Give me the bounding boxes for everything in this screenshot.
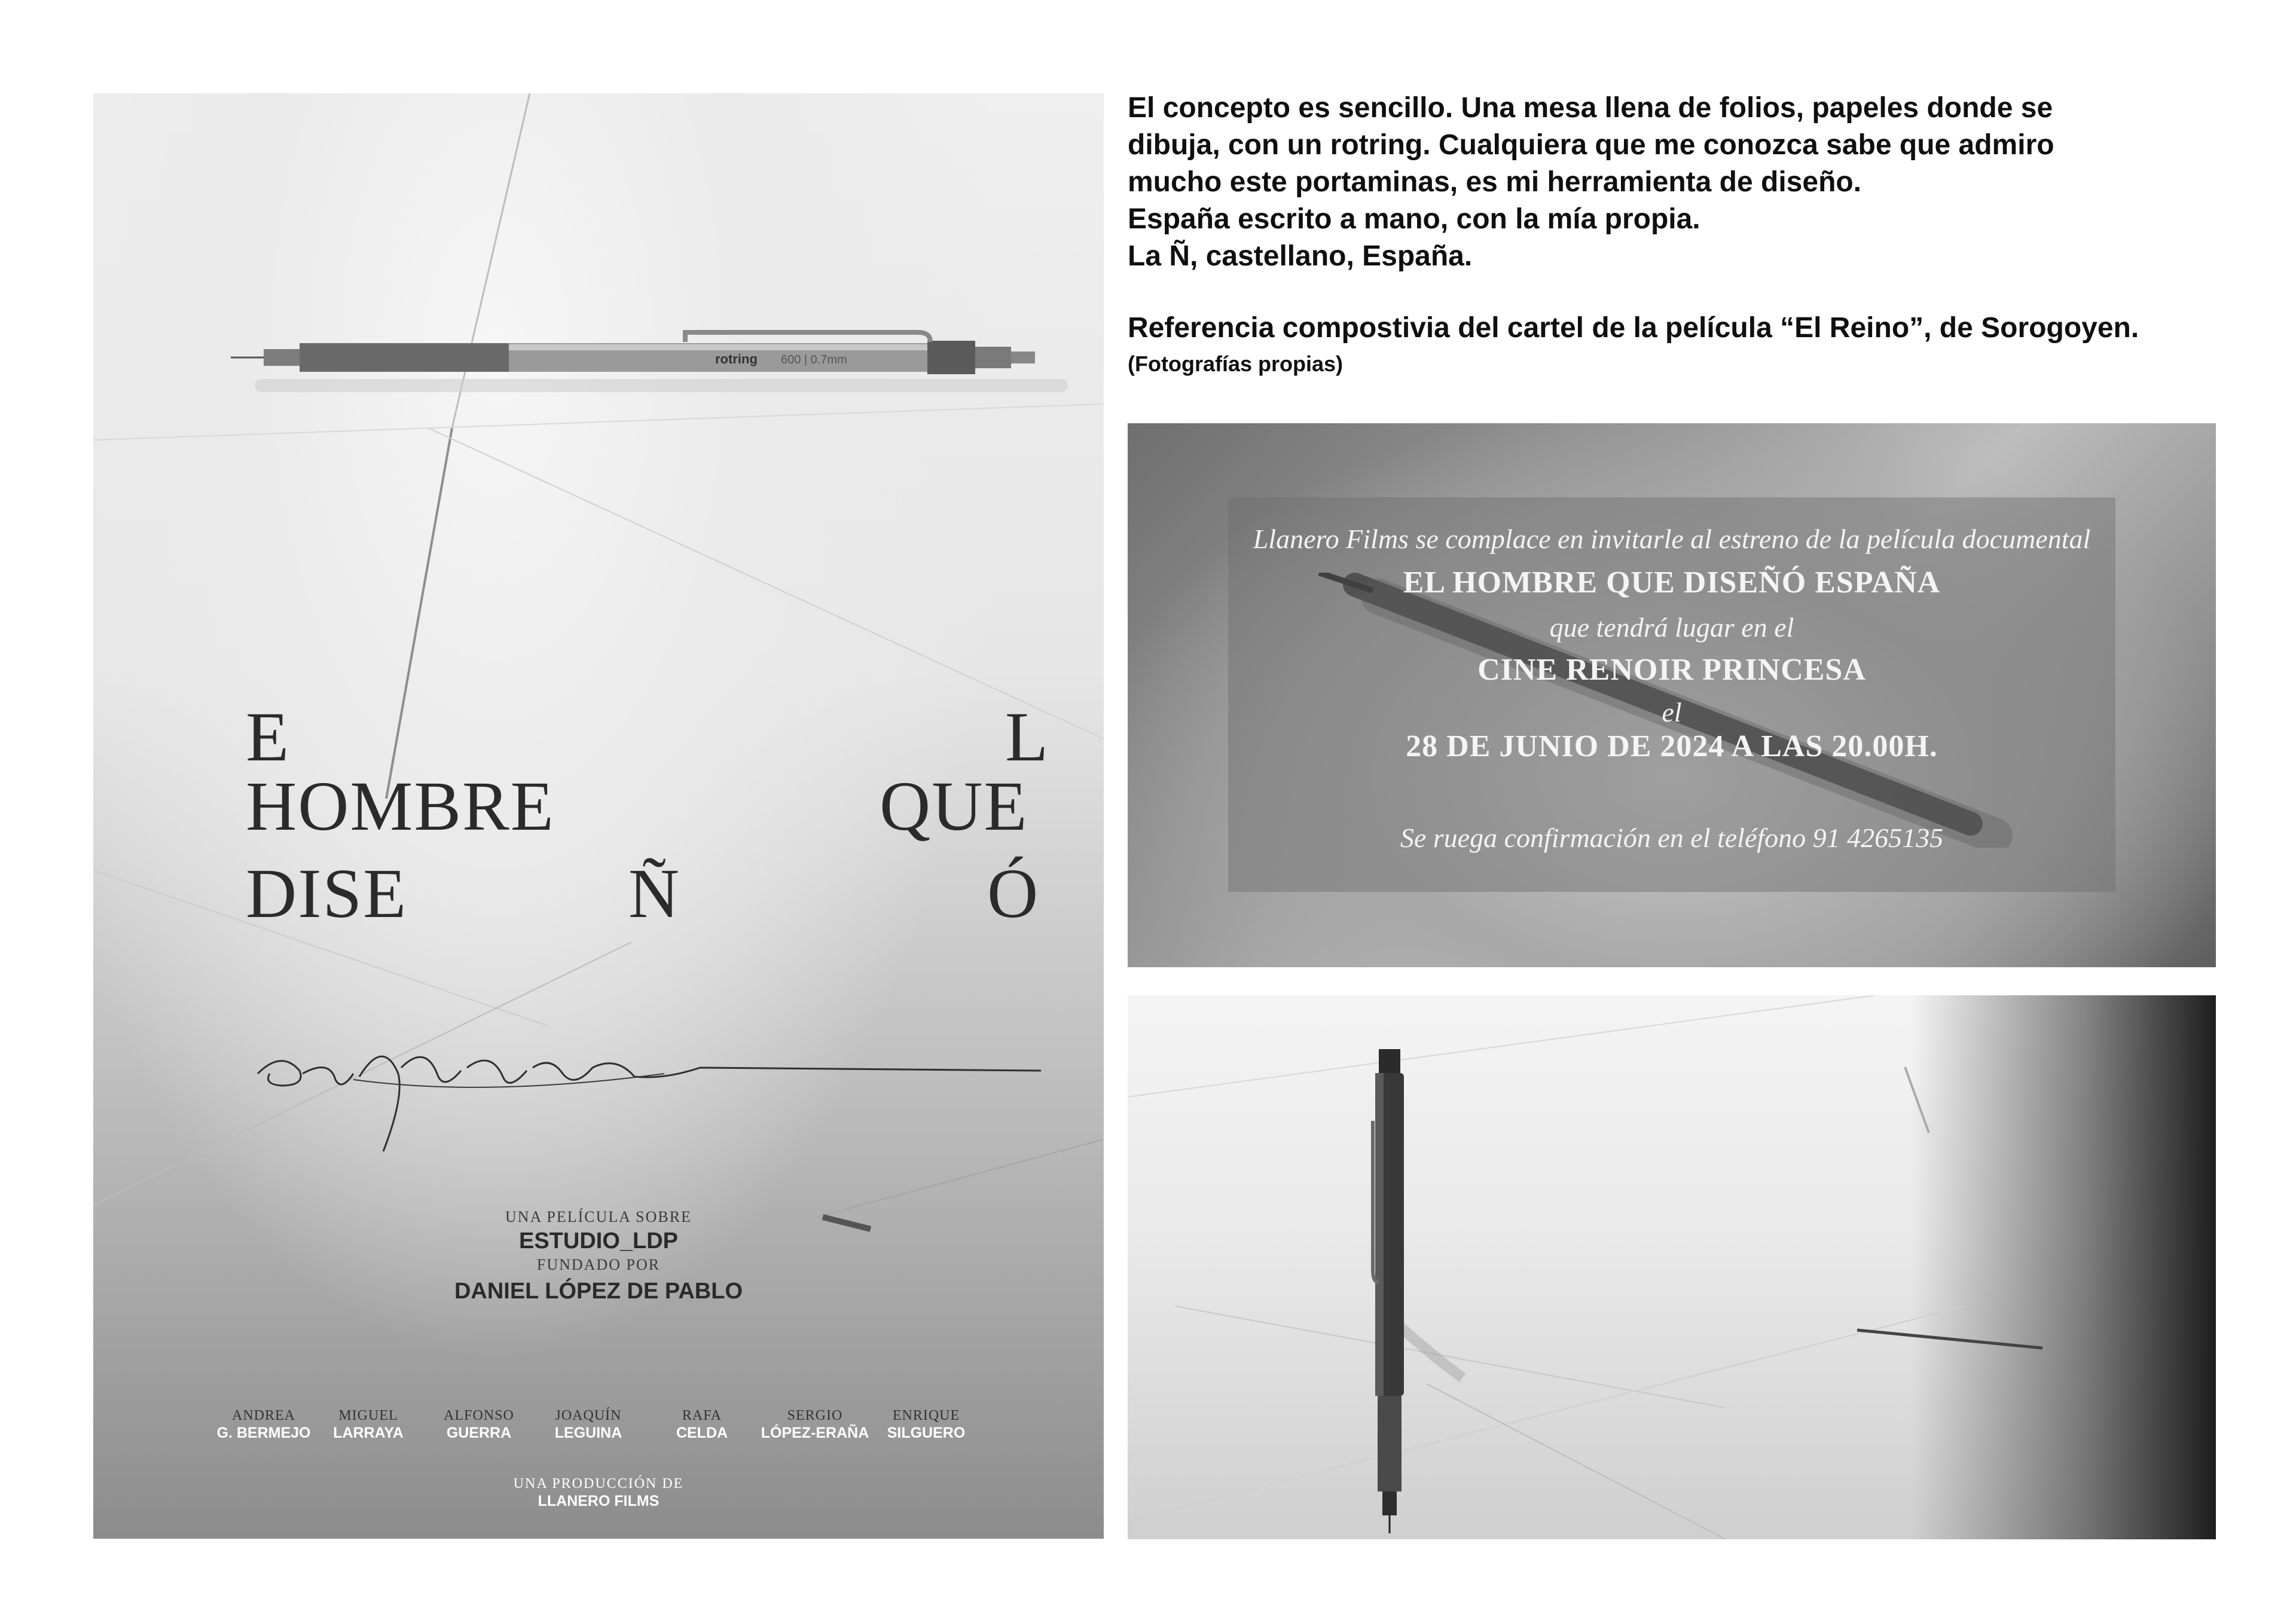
concept-description xyxy=(1128,90,2252,379)
cast-last-name: LARRAYA xyxy=(333,1425,404,1441)
film-intro: UNA PELÍCULA SOBRE xyxy=(505,1208,692,1225)
producer-name: LLANERO FILMS xyxy=(538,1493,660,1509)
film-credits xyxy=(93,1205,1104,1303)
cast-first-name: RAFA xyxy=(682,1408,722,1423)
invite-film-title: EL HOMBRE QUE DISEÑÓ ESPAÑA xyxy=(1403,566,1941,600)
cast-first-name: ALFONSO xyxy=(444,1408,514,1423)
cast-first-name: ANDREA xyxy=(232,1408,295,1423)
title-word-hombre: HOMBRE xyxy=(246,767,555,845)
reference-note: Referencia compostivia del cartel de la película “El Reino”, de Sorogoyen. xyxy=(1128,312,2139,344)
description-line: España escrito a mano, con la mía propia. xyxy=(1128,203,1700,235)
pen-photo xyxy=(1128,995,2216,1539)
invite-date: 28 DE JUNIO DE 2024 A LAS 20.00H. xyxy=(1406,729,1938,763)
cast-member xyxy=(639,1407,765,1442)
espana-handwritten-signature xyxy=(246,1002,1059,1175)
production-intro: UNA PRODUCCIÓN DE xyxy=(513,1476,684,1491)
founder-name: DANIEL LÓPEZ DE PABLO xyxy=(454,1279,743,1304)
cast-last-name: SILGUERO xyxy=(887,1425,966,1441)
title-letter-enye: Ñ xyxy=(628,854,681,933)
photo-credit-note: (Fotografías propias) xyxy=(1128,352,1344,376)
cast-last-name: GUERRA xyxy=(446,1425,512,1441)
title-letter-l: L xyxy=(1005,698,1050,776)
invite-rsvp: Se ruega confirmación en el teléfono 91 4265135 xyxy=(1400,823,1944,853)
description-line: La Ñ, castellano, España. xyxy=(1128,240,1473,272)
title-word-dise: DISE xyxy=(246,854,408,933)
cast-member xyxy=(306,1407,431,1442)
invite-venue-intro: que tendrá lugar en el xyxy=(1549,612,1794,643)
cast-first-name: SERGIO xyxy=(787,1408,843,1423)
invite-intro: Llanero Films se complace en invitarle al estreno de la película documental xyxy=(1253,524,2091,554)
studio-name: ESTUDIO_LDP xyxy=(518,1228,679,1254)
cast-member xyxy=(752,1407,878,1442)
production-credit xyxy=(93,1475,1104,1510)
rotring-pen-image xyxy=(231,308,1086,398)
cast-list xyxy=(201,1407,990,1449)
description-line: dibuja, con un rotring. Cualquiera que me conozca sabe que admiro xyxy=(1128,129,2054,161)
cast-last-name: LEGUINA xyxy=(554,1425,622,1441)
pen-brand-text: rotring xyxy=(715,352,758,366)
film-poster xyxy=(93,93,1104,1539)
invitation-card xyxy=(1128,423,2216,967)
vertical-pen-image xyxy=(1128,995,2216,1539)
description-line: mucho este portaminas, es mi herramienta de diseño. xyxy=(1128,166,1862,198)
invitation-text-box xyxy=(1228,497,2115,892)
invite-venue: CINE RENOIR PRINCESA xyxy=(1477,653,1866,687)
cast-first-name: MIGUEL xyxy=(338,1408,398,1423)
cast-first-name: JOAQUÍN xyxy=(555,1408,622,1423)
invite-date-intro: el xyxy=(1662,697,1682,728)
title-letter-o: Ó xyxy=(987,854,1040,933)
pen-model-text: 600 | 0.7mm xyxy=(781,353,847,366)
description-line: El concepto es sencillo. Una mesa llena de folios, papeles donde se xyxy=(1128,92,2053,124)
title-word-que: QUE xyxy=(880,767,1028,845)
title-letter-e: E xyxy=(246,698,291,776)
cast-member xyxy=(863,1407,989,1442)
cast-member xyxy=(526,1407,651,1442)
cast-last-name: LÓPEZ-ERAÑA xyxy=(761,1425,869,1441)
cast-member xyxy=(416,1407,542,1442)
cast-last-name: G. BERMEJO xyxy=(216,1425,311,1441)
cast-last-name: CELDA xyxy=(676,1425,728,1441)
founded-by-label: FUNDADO POR xyxy=(536,1256,661,1273)
cast-first-name: ENRIQUE xyxy=(892,1408,960,1423)
